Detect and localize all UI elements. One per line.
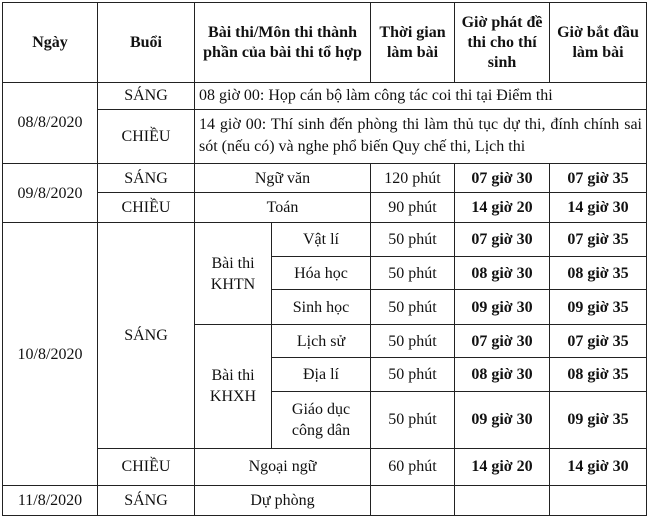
session-cell: SÁNG	[98, 223, 195, 449]
table-row	[3, 223, 647, 256]
session-cell: SÁNG	[98, 83, 195, 110]
paper-time-cell: 14 giờ 20	[455, 448, 550, 485]
start-time-cell: 07 giờ 35	[550, 163, 647, 192]
note-cell: 14 giờ 00: Thí sinh đến phòng thi làm thủ tục dự thi, đính chính sai sót (nếu có) và nghe phổ biến Quy chế thi, Lịch thi	[195, 109, 647, 163]
header-duration: Thời gian làm bài	[371, 3, 455, 83]
subject-cell: Lịch sử	[272, 324, 371, 357]
start-time-cell: 08 giờ 35	[550, 358, 647, 391]
start-time-cell: 09 giờ 35	[550, 290, 647, 325]
start-time-cell	[550, 485, 647, 515]
duration-cell: 50 phút	[371, 391, 455, 448]
start-time-cell: 14 giờ 30	[550, 193, 647, 223]
table-row	[3, 485, 647, 515]
duration-cell: 50 phút	[371, 290, 455, 325]
start-time-cell: 09 giờ 35	[550, 391, 647, 448]
date-cell: 10/8/2020	[3, 223, 98, 485]
start-time-cell: 07 giờ 35	[550, 223, 647, 256]
start-time-cell: 14 giờ 30	[550, 448, 647, 485]
table-row	[3, 109, 647, 163]
subject-cell: Hóa học	[272, 256, 371, 289]
header-subject: Bài thi/Môn thi thành phần của bài thi tổ hợp	[195, 3, 371, 83]
subject-cell: Giáo dục công dân	[272, 391, 371, 448]
exam-schedule-table	[2, 2, 647, 516]
duration-cell	[371, 485, 455, 515]
subject-cell: Dự phòng	[195, 485, 371, 515]
duration-cell: 50 phút	[371, 358, 455, 391]
subject-cell: Ngoại ngữ	[195, 448, 371, 485]
paper-time-cell: 07 giờ 30	[455, 324, 550, 357]
paper-time-cell: 07 giờ 30	[455, 163, 550, 192]
header-row	[3, 3, 647, 83]
session-cell: CHIỀU	[98, 109, 195, 163]
session-cell: CHIỀU	[98, 448, 195, 485]
paper-time-cell: 14 giờ 20	[455, 193, 550, 223]
subject-cell: Ngữ văn	[195, 163, 371, 192]
paper-time-cell: 08 giờ 30	[455, 256, 550, 289]
header-paper-time: Giờ phát đề thi cho thí sinh	[455, 3, 550, 83]
table-row	[3, 448, 647, 485]
duration-cell: 50 phút	[371, 256, 455, 289]
date-cell: 11/8/2020	[3, 485, 98, 515]
paper-time-cell: 07 giờ 30	[455, 223, 550, 256]
date-cell: 09/8/2020	[3, 163, 98, 222]
duration-cell: 50 phút	[371, 324, 455, 357]
subject-cell: Toán	[195, 193, 371, 223]
table-row	[3, 193, 647, 223]
date-cell: 08/8/2020	[3, 83, 98, 164]
paper-time-cell: 09 giờ 30	[455, 290, 550, 325]
start-time-cell: 08 giờ 35	[550, 256, 647, 289]
subject-cell: Địa lí	[272, 358, 371, 391]
duration-cell: 50 phút	[371, 223, 455, 256]
subject-cell: Sinh học	[272, 290, 371, 325]
header-session: Buổi	[98, 3, 195, 83]
session-cell: SÁNG	[98, 163, 195, 192]
header-date: Ngày	[3, 3, 98, 83]
start-time-cell: 07 giờ 35	[550, 324, 647, 357]
table-row	[3, 83, 647, 110]
session-cell: CHIỀU	[98, 193, 195, 223]
paper-time-cell: 08 giờ 30	[455, 358, 550, 391]
paper-time-cell: 09 giờ 30	[455, 391, 550, 448]
header-start-time: Giờ bắt đầu làm bài	[550, 3, 647, 83]
group-cell-khxh: Bài thi KHXH	[195, 324, 272, 448]
table-row	[3, 163, 647, 192]
note-cell: 08 giờ 00: Họp cán bộ làm công tác coi thi tại Điểm thi	[195, 83, 647, 110]
group-cell-khtn: Bài thi KHTN	[195, 223, 272, 324]
duration-cell: 120 phút	[371, 163, 455, 192]
session-cell: SÁNG	[98, 485, 195, 515]
duration-cell: 60 phút	[371, 448, 455, 485]
paper-time-cell	[455, 485, 550, 515]
duration-cell: 90 phút	[371, 193, 455, 223]
subject-cell: Vật lí	[272, 223, 371, 256]
